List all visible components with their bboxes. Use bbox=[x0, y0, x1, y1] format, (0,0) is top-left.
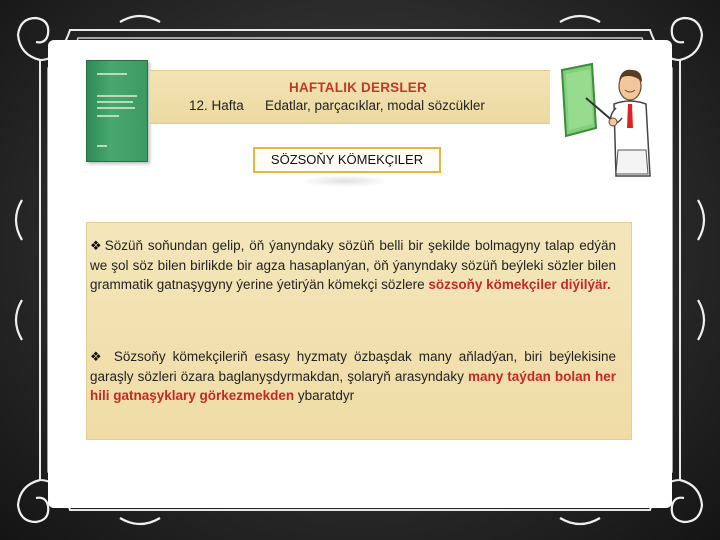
topic-label: Edatlar, parçacıklar, modal sözcükler bbox=[265, 98, 485, 113]
book-image bbox=[86, 60, 148, 162]
diamond-bullet-icon: ❖ bbox=[90, 349, 105, 364]
paragraph-emphasis: sözsoňy kömekçiler bbox=[428, 277, 557, 293]
diamond-bullet-icon: ❖ bbox=[90, 238, 103, 253]
page-title: HAFTALIK DERSLER bbox=[289, 80, 427, 95]
section-label: SÖZSOŇY KÖMEKÇILER bbox=[253, 147, 441, 173]
paragraph-text: Sözüň soňundan gelip, öň ýanyndaky sözüň belli bir şekilde bolmagyny talap edýän we şol söz bilen birlikde bir agza hasaplanýan, öň ýanyndaky sözüň beýleki sözler bilen grammatik gatnaşygyny ýerine ýetirýän kömekçi sözlere bbox=[90, 238, 617, 293]
paragraph-emphasis: many taýdan bolan her hili gatnaşyklary görkezmekden bbox=[90, 368, 616, 404]
paragraph-function bbox=[90, 347, 616, 406]
paragraph-text: Sözsoňy kömekçileriň esasy hyzmaty özbaşdak many aňladýan, biri beýlekisine garaşly sözleri özara baglanyşdyrmakdan, şolaryň arasyndaky bbox=[90, 349, 616, 384]
teacher-pointing-image bbox=[556, 58, 656, 188]
section-label-shadow bbox=[300, 175, 390, 187]
paragraph-end: ybaratdyr bbox=[294, 388, 355, 404]
paragraph-definition bbox=[90, 236, 616, 295]
paragraph-end: diýilýär. bbox=[556, 277, 611, 293]
header-band bbox=[150, 70, 550, 124]
week-label: 12. Hafta bbox=[189, 98, 244, 113]
